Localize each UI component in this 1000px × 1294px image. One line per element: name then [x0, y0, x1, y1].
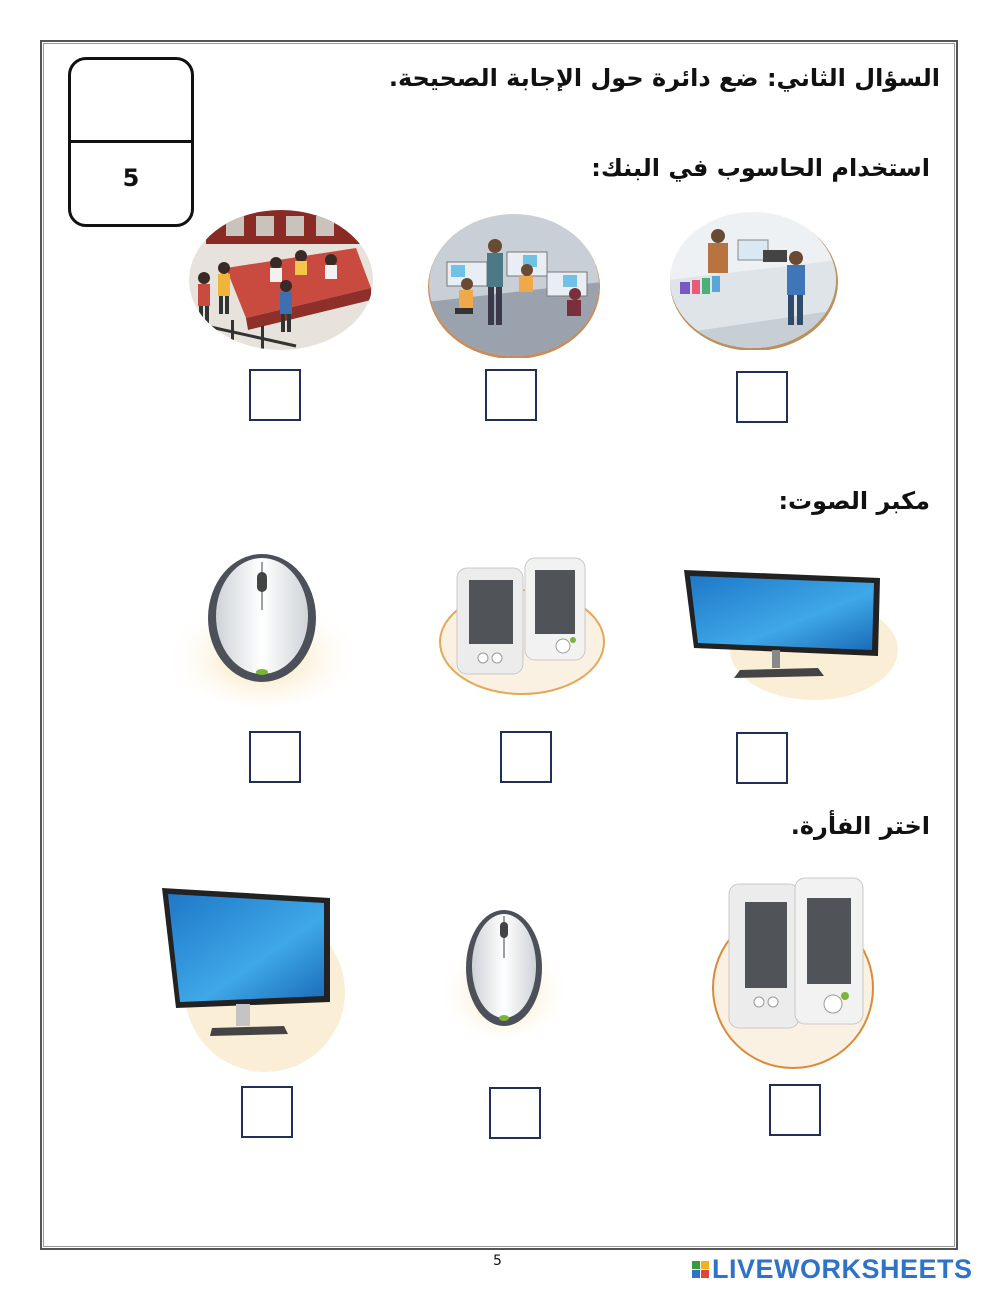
q3-option-2-checkbox[interactable]	[489, 1087, 541, 1139]
q2-option-2-checkbox[interactable]	[500, 731, 552, 783]
question-1-label: استخدام الحاسوب في البنك:	[591, 154, 930, 182]
question-3-label: اختر الفأرة.	[790, 812, 930, 840]
score-divider	[71, 140, 191, 143]
speakers-image	[437, 554, 607, 696]
liveworksheets-logo-icon	[692, 1261, 709, 1278]
q1-option-2-checkbox[interactable]	[485, 369, 537, 421]
q2-option-1-checkbox[interactable]	[249, 731, 301, 783]
question-2-label: مكبر الصوت:	[778, 487, 930, 515]
q1-option-3-checkbox[interactable]	[736, 371, 788, 423]
brand-name: LIVEWORKSHEETS	[712, 1254, 973, 1284]
q1-option-1-checkbox[interactable]	[249, 369, 301, 421]
shop-checkout-image	[668, 210, 838, 350]
monitor-image	[684, 566, 902, 702]
score-box	[68, 57, 194, 227]
liveworksheets-brand[interactable]	[692, 1254, 973, 1285]
question-heading: السؤال الثاني: ضع دائرة حول الإجابة الصحيحة.	[388, 64, 940, 92]
score-value: 5	[122, 164, 140, 192]
page-number: 5	[493, 1253, 502, 1269]
q2-option-3-checkbox[interactable]	[736, 732, 788, 784]
speakers-image	[709, 876, 877, 1070]
bank-counter-image	[186, 208, 376, 352]
office-workers-image	[427, 212, 601, 358]
q3-option-3-checkbox[interactable]	[769, 1084, 821, 1136]
monitor-image	[160, 884, 350, 1074]
mouse-image	[436, 900, 574, 1040]
mouse-image	[158, 550, 368, 710]
q3-option-1-checkbox[interactable]	[241, 1086, 293, 1138]
